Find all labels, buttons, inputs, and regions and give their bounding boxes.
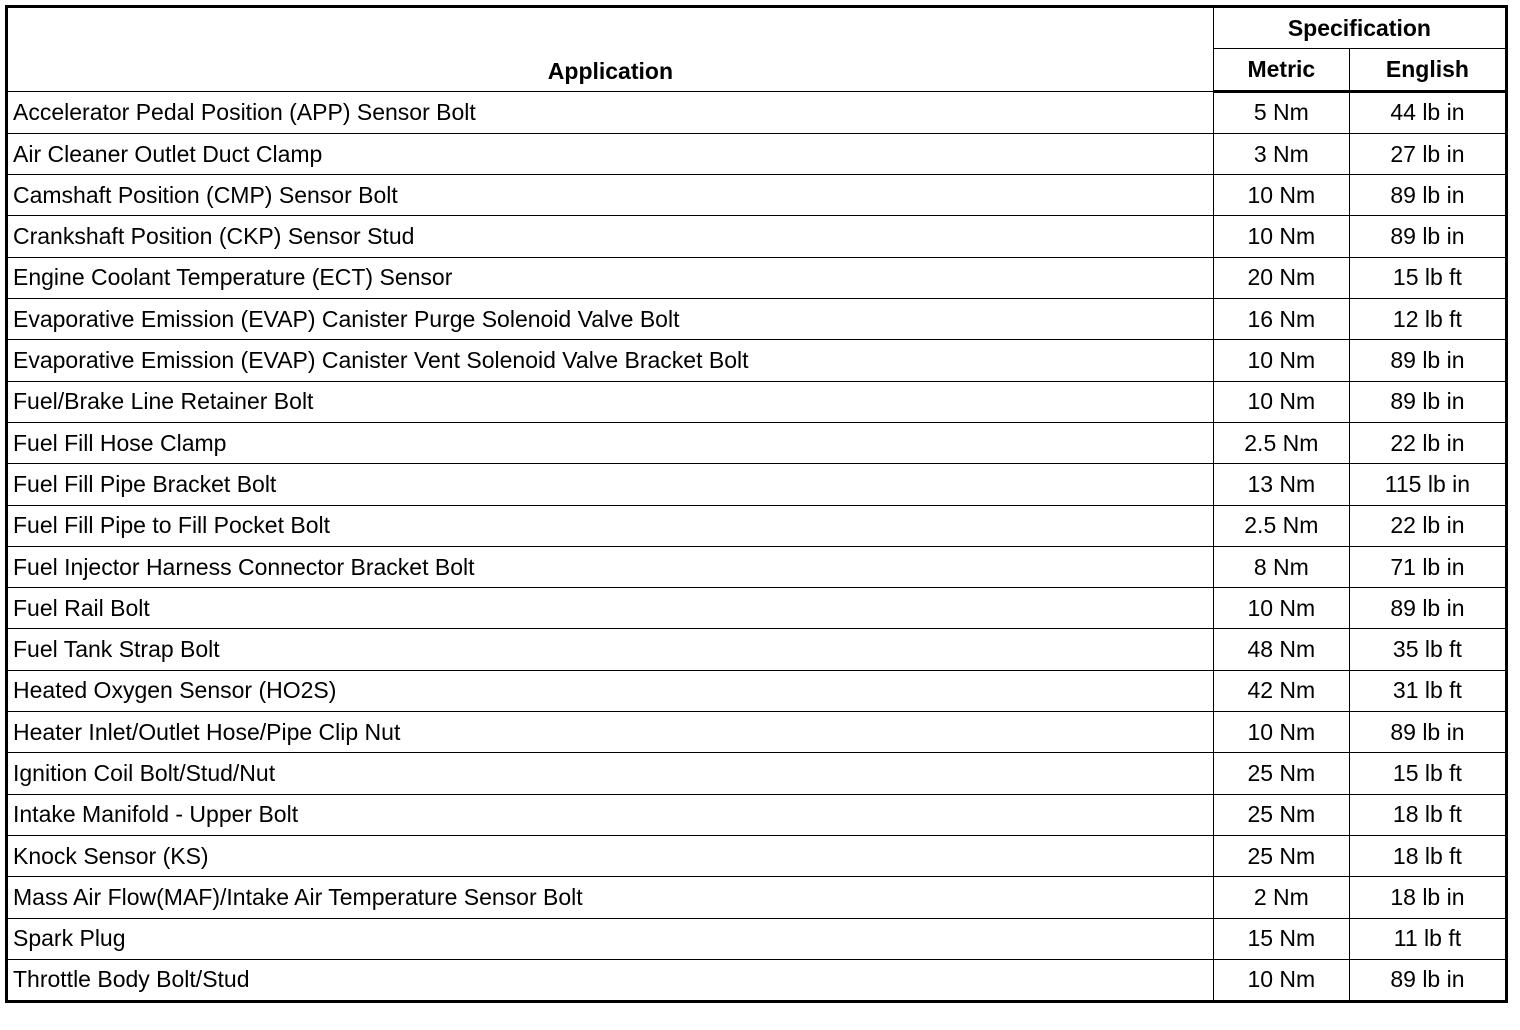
english-value-cell: 18 lb ft — [1349, 794, 1506, 835]
metric-value-cell: 8 Nm — [1213, 546, 1349, 587]
table-header — [7, 7, 1507, 92]
table-row — [7, 133, 1507, 174]
english-value-cell: 11 lb ft — [1349, 918, 1506, 959]
table-row — [7, 588, 1507, 629]
english-value-cell: 44 lb in — [1349, 91, 1506, 133]
torque-specification-table — [5, 5, 1508, 1003]
english-value-cell: 31 lb ft — [1349, 670, 1506, 711]
english-value-cell: 89 lb in — [1349, 959, 1506, 1001]
metric-value-cell: 16 Nm — [1213, 299, 1349, 340]
application-cell: Spark Plug — [7, 918, 1214, 959]
application-cell: Throttle Body Bolt/Stud — [7, 959, 1214, 1001]
application-cell: Camshaft Position (CMP) Sensor Bolt — [7, 175, 1214, 216]
application-cell: Fuel/Brake Line Retainer Bolt — [7, 381, 1214, 422]
application-cell: Mass Air Flow(MAF)/Intake Air Temperature Sensor Bolt — [7, 877, 1214, 918]
english-value-cell: 22 lb in — [1349, 422, 1506, 463]
application-cell: Evaporative Emission (EVAP) Canister Vent Solenoid Valve Bracket Bolt — [7, 340, 1214, 381]
english-value-cell: 35 lb ft — [1349, 629, 1506, 670]
english-value-cell: 18 lb in — [1349, 877, 1506, 918]
metric-value-cell: 5 Nm — [1213, 91, 1349, 133]
table-row — [7, 794, 1507, 835]
metric-value-cell: 13 Nm — [1213, 464, 1349, 505]
metric-value-cell: 10 Nm — [1213, 175, 1349, 216]
english-value-cell: 15 lb ft — [1349, 753, 1506, 794]
application-cell: Heated Oxygen Sensor (HO2S) — [7, 670, 1214, 711]
metric-column-header: Metric — [1213, 49, 1349, 91]
metric-value-cell: 10 Nm — [1213, 959, 1349, 1001]
metric-value-cell: 25 Nm — [1213, 835, 1349, 876]
english-value-cell: 115 lb in — [1349, 464, 1506, 505]
metric-value-cell: 2.5 Nm — [1213, 422, 1349, 463]
table-body — [7, 91, 1507, 1002]
metric-value-cell: 10 Nm — [1213, 340, 1349, 381]
application-cell: Accelerator Pedal Position (APP) Sensor Bolt — [7, 91, 1214, 133]
english-value-cell: 27 lb in — [1349, 133, 1506, 174]
metric-value-cell: 10 Nm — [1213, 381, 1349, 422]
table-row — [7, 918, 1507, 959]
metric-value-cell: 10 Nm — [1213, 588, 1349, 629]
table-row — [7, 464, 1507, 505]
table-row — [7, 91, 1507, 133]
application-cell: Fuel Fill Pipe to Fill Pocket Bolt — [7, 505, 1214, 546]
english-value-cell: 89 lb in — [1349, 588, 1506, 629]
table-row — [7, 505, 1507, 546]
metric-value-cell: 25 Nm — [1213, 794, 1349, 835]
application-cell: Ignition Coil Bolt/Stud/Nut — [7, 753, 1214, 794]
metric-value-cell: 10 Nm — [1213, 216, 1349, 257]
table-row — [7, 340, 1507, 381]
table-row — [7, 753, 1507, 794]
metric-value-cell: 48 Nm — [1213, 629, 1349, 670]
application-column-header: Application — [7, 7, 1214, 92]
english-value-cell: 89 lb in — [1349, 175, 1506, 216]
metric-value-cell: 15 Nm — [1213, 918, 1349, 959]
english-value-cell: 71 lb in — [1349, 546, 1506, 587]
table-row — [7, 835, 1507, 876]
application-cell: Heater Inlet/Outlet Hose/Pipe Clip Nut — [7, 712, 1214, 753]
english-value-cell: 12 lb ft — [1349, 299, 1506, 340]
table-row — [7, 381, 1507, 422]
specification-column-header: Specification — [1213, 7, 1506, 49]
table-row — [7, 670, 1507, 711]
english-value-cell: 15 lb ft — [1349, 257, 1506, 298]
english-value-cell: 22 lb in — [1349, 505, 1506, 546]
application-cell: Crankshaft Position (CKP) Sensor Stud — [7, 216, 1214, 257]
english-value-cell: 89 lb in — [1349, 381, 1506, 422]
application-cell: Evaporative Emission (EVAP) Canister Purge Solenoid Valve Bolt — [7, 299, 1214, 340]
application-cell: Engine Coolant Temperature (ECT) Sensor — [7, 257, 1214, 298]
metric-value-cell: 25 Nm — [1213, 753, 1349, 794]
metric-value-cell: 20 Nm — [1213, 257, 1349, 298]
application-cell: Knock Sensor (KS) — [7, 835, 1214, 876]
table-row — [7, 546, 1507, 587]
application-cell: Fuel Tank Strap Bolt — [7, 629, 1214, 670]
table-row — [7, 175, 1507, 216]
application-cell: Air Cleaner Outlet Duct Clamp — [7, 133, 1214, 174]
table-row — [7, 299, 1507, 340]
application-cell: Intake Manifold - Upper Bolt — [7, 794, 1214, 835]
english-value-cell: 18 lb ft — [1349, 835, 1506, 876]
english-column-header: English — [1349, 49, 1506, 91]
table-row — [7, 712, 1507, 753]
table-row — [7, 629, 1507, 670]
table-row — [7, 216, 1507, 257]
metric-value-cell: 42 Nm — [1213, 670, 1349, 711]
metric-value-cell: 10 Nm — [1213, 712, 1349, 753]
metric-value-cell: 2.5 Nm — [1213, 505, 1349, 546]
english-value-cell: 89 lb in — [1349, 712, 1506, 753]
table-row — [7, 422, 1507, 463]
application-cell: Fuel Rail Bolt — [7, 588, 1214, 629]
english-value-cell: 89 lb in — [1349, 340, 1506, 381]
english-value-cell: 89 lb in — [1349, 216, 1506, 257]
metric-value-cell: 2 Nm — [1213, 877, 1349, 918]
table-row — [7, 959, 1507, 1001]
application-cell: Fuel Fill Pipe Bracket Bolt — [7, 464, 1214, 505]
application-cell: Fuel Injector Harness Connector Bracket Bolt — [7, 546, 1214, 587]
table-row — [7, 257, 1507, 298]
metric-value-cell: 3 Nm — [1213, 133, 1349, 174]
table-row — [7, 877, 1507, 918]
application-cell: Fuel Fill Hose Clamp — [7, 422, 1214, 463]
header-row-top — [7, 7, 1507, 49]
